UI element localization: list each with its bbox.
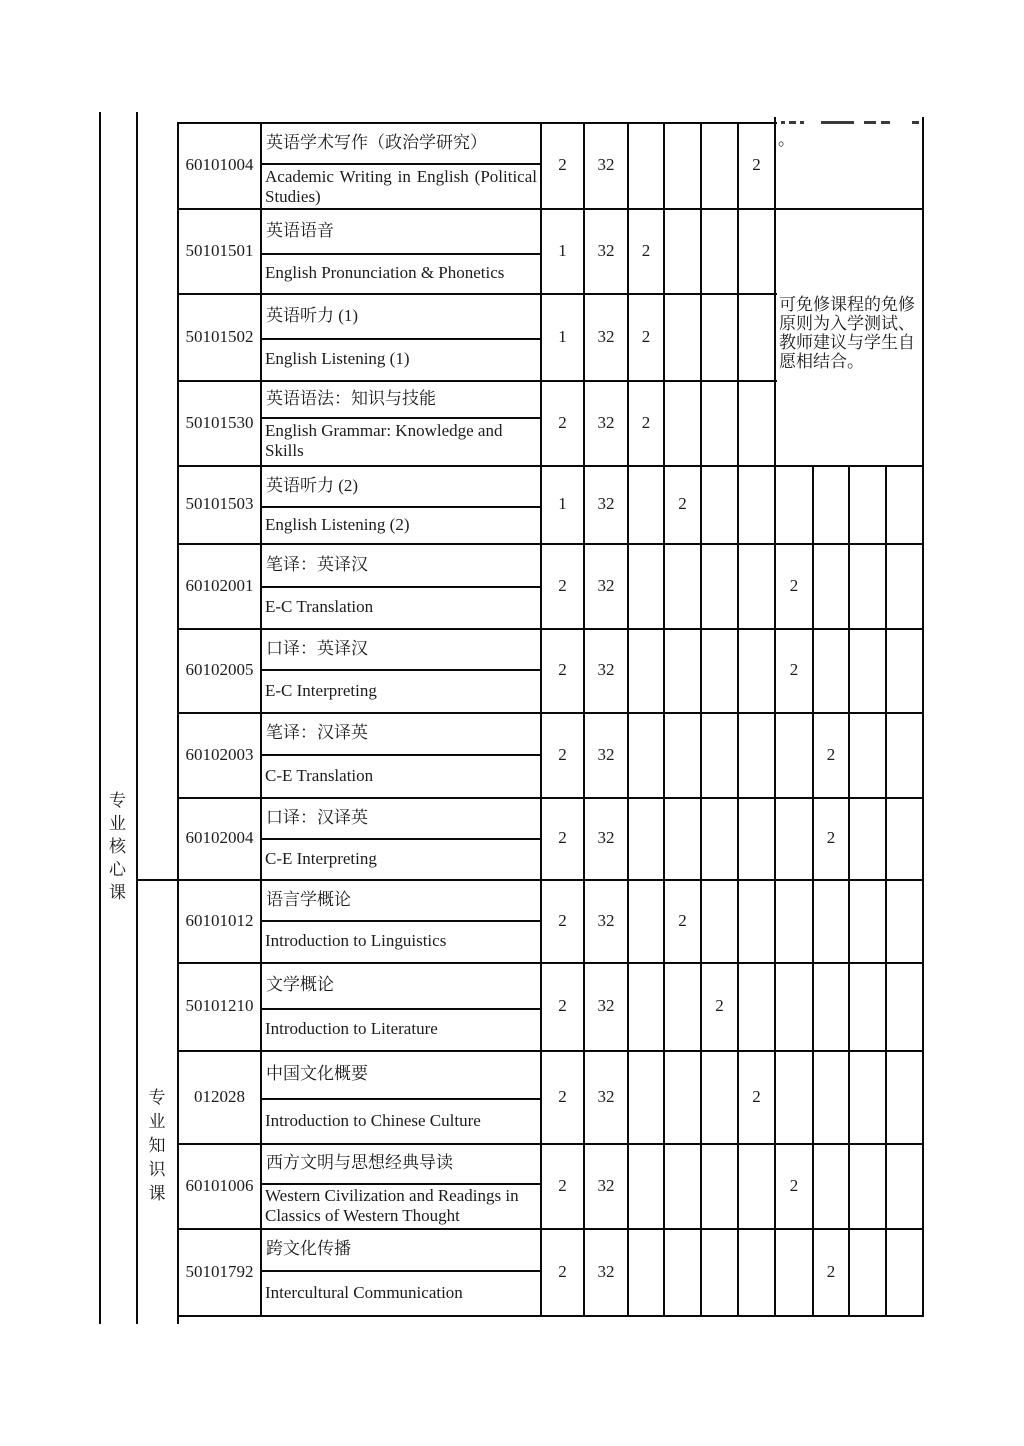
semester-mark-cell: 2 [678, 494, 687, 513]
course-name-zh: 口译：汉译英 [266, 807, 368, 827]
course-name-en: E-C Interpreting [265, 680, 377, 700]
course-name-zh: 跨文化传播 [266, 1239, 351, 1258]
course-name-zh: 笔译：汉译英 [266, 723, 368, 742]
credits-cell: 2 [558, 660, 567, 679]
course-code-cell: 60102005 [185, 660, 254, 679]
semester-mark-cell: 2 [789, 1175, 799, 1195]
course-name-en: E-C Translation [265, 597, 374, 616]
course-code-cell: 50101501 [185, 240, 254, 260]
grid-line-vertical [663, 122, 665, 1317]
hours-cell: 32 [597, 828, 615, 847]
hours-cell: 32 [597, 326, 615, 346]
credits-cell: 2 [558, 910, 567, 930]
course-name-zh: 英语语法：知识与技能 [266, 388, 436, 408]
semester-mark-cell: 2 [641, 240, 651, 260]
semester-mark-cell: 2 [752, 1086, 761, 1106]
semester-mark-cell: 2 [678, 910, 687, 930]
category-core-label: 专业核心课 [109, 791, 126, 902]
course-name-zh: 英语语音 [266, 220, 334, 240]
course-code-cell: 50101502 [185, 326, 254, 346]
hours-cell: 32 [597, 996, 615, 1015]
hours-cell: 32 [597, 744, 615, 764]
semester-mark-cell: 2 [789, 575, 799, 595]
hours-cell: 32 [597, 1261, 615, 1281]
clipped-note-continuation: 。 [778, 130, 795, 149]
course-name-en: C-E Interpreting [265, 848, 377, 868]
hours-cell: 32 [597, 494, 615, 513]
course-code-cell: 60102003 [185, 744, 254, 764]
course-name-en: Introduction to Literature [265, 1019, 438, 1038]
grid-line-vertical [99, 112, 101, 1324]
course-name-zh: 文学概论 [266, 975, 334, 994]
grid-line-vertical [774, 117, 776, 1317]
course-name-en: English Listening (2) [265, 514, 410, 534]
semester-mark-cell: 2 [826, 828, 836, 847]
course-name-en: English Grammar: Knowledge and Skills [265, 421, 503, 460]
clipped-text-fragments [780, 119, 920, 126]
credits-cell: 1 [558, 494, 567, 513]
exemption-note-line: 愿相结合。 [779, 352, 864, 371]
hours-cell: 32 [597, 155, 615, 174]
hours-cell: 32 [597, 1175, 615, 1195]
course-name-zh: 口译：英译汉 [266, 638, 368, 658]
exemption-note-line: 教师建议与学生自 [779, 333, 915, 352]
exemption-note-cell [779, 295, 921, 371]
semester-mark-cell: 2 [789, 660, 799, 679]
credits-cell: 2 [558, 412, 567, 432]
hours-cell: 32 [597, 240, 615, 260]
course-code-cell: 50101792 [185, 1261, 254, 1281]
course-name-en: English Listening (1) [265, 349, 410, 368]
course-name-zh: 中国文化概要 [266, 1064, 368, 1083]
credits-cell: 2 [558, 1261, 567, 1281]
course-code-cell: 60102001 [185, 575, 254, 595]
course-name-zh: 西方文明与思想经典导读 [266, 1153, 453, 1172]
credits-cell: 1 [558, 240, 567, 260]
credits-cell: 2 [558, 1175, 567, 1195]
semester-mark-cell: 2 [715, 996, 724, 1015]
course-code-cell: 60101012 [185, 910, 254, 930]
semester-mark-cell: 2 [752, 155, 761, 174]
course-name-en: Introduction to Linguistics [265, 931, 447, 950]
course-name-en: Introduction to Chinese Culture [265, 1110, 481, 1130]
grid-line-vertical [922, 117, 924, 1317]
semester-mark-cell: 2 [826, 744, 836, 764]
course-code-cell: 50101503 [185, 494, 254, 513]
course-name-zh: 笔译：英译汉 [266, 554, 368, 574]
exemption-note-line: 原则为入学测试、 [779, 314, 915, 333]
category-knowledge-label: 专业知识课 [148, 1088, 166, 1203]
grid-line-vertical [136, 112, 138, 1324]
course-name-zh: 语言学概论 [266, 889, 351, 909]
course-name-en: C-E Translation [265, 765, 374, 785]
course-code-cell: 60101004 [185, 155, 254, 174]
credits-cell: 1 [558, 326, 567, 346]
semester-mark-cell: 2 [641, 412, 651, 432]
course-code-cell: 50101530 [185, 412, 254, 432]
course-name-en: Western Civilization and Readings in Classics of Western Thought [265, 1185, 519, 1225]
semester-mark-cell: 2 [826, 1261, 836, 1281]
hours-cell: 32 [597, 910, 615, 930]
exemption-note-line: 可免修课程的免修 [779, 295, 915, 314]
semester-mark-cell: 2 [641, 326, 651, 346]
credits-cell: 2 [558, 828, 567, 847]
grid-line-vertical [848, 465, 850, 1317]
course-name-zh: 英语听力 (2) [266, 475, 359, 495]
grid-line-vertical [812, 465, 814, 1317]
course-name-zh: 英语学术写作（政治学研究） [266, 132, 487, 152]
course-name-en: Intercultural Communication [265, 1282, 463, 1302]
credits-cell: 2 [558, 575, 567, 595]
credits-cell: 2 [558, 155, 567, 174]
credits-cell: 2 [558, 744, 567, 764]
grid-line-vertical [700, 122, 702, 1317]
grid-line-vertical [885, 465, 887, 1317]
course-code-cell: 60101006 [185, 1175, 254, 1195]
hours-cell: 32 [597, 1086, 615, 1106]
course-name-en: English Pronunciation & Phonetics [265, 263, 505, 282]
course-name-zh: 英语听力 (1) [266, 305, 359, 325]
credits-cell: 2 [558, 1086, 567, 1106]
course-code-cell: 50101210 [185, 996, 254, 1015]
course-code-cell: 012028 [194, 1086, 245, 1106]
hours-cell: 32 [597, 412, 615, 432]
credits-cell: 2 [558, 996, 567, 1015]
hours-cell: 32 [597, 660, 615, 679]
hours-cell: 32 [597, 575, 615, 595]
course-code-cell: 60102004 [185, 828, 254, 847]
course-name-en: Academic Writing in English (Political Studies) [265, 167, 537, 206]
